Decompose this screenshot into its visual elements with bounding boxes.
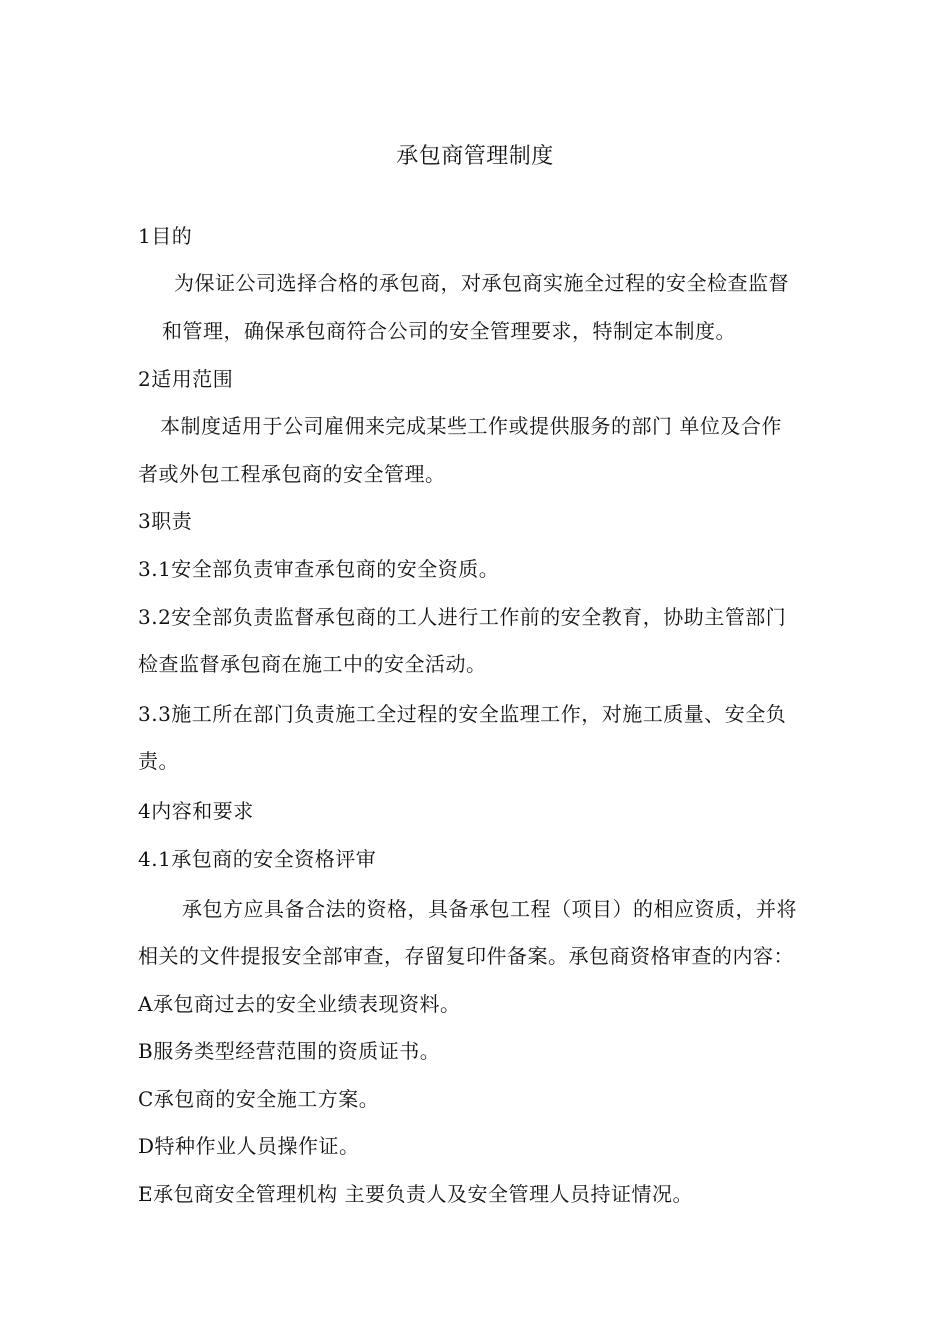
- paragraph-line: 和管理，确保承包商符合公司的安全管理要求，特制定本制度。: [162, 319, 736, 343]
- paragraph-line: 者或外包工程承包商的安全管理。: [138, 462, 446, 486]
- section-heading-3: 3职责: [138, 509, 193, 533]
- list-item-d: D特种作业人员操作证。: [138, 1134, 360, 1158]
- list-item-e: E承包商安全管理机构 主要负责人及安全管理人员持证情况。: [138, 1182, 693, 1206]
- paragraph-line: 责。: [138, 749, 179, 773]
- clause-3-3: 3.3施工所在部门负责施工全过程的安全监理工作，对施工质量、安全负: [138, 702, 787, 726]
- clause-3-2: 3.2安全部负责监督承包商的工人进行工作前的安全教育，协助主管部门: [138, 605, 787, 629]
- paragraph-line: 为保证公司选择合格的承包商，对承包商实施全过程的安全检查监督: [174, 271, 789, 295]
- section-heading-1: 1目的: [138, 224, 193, 248]
- paragraph-line: 承包方应具备合法的资格，具备承包工程（项目）的相应资质，并将: [182, 897, 797, 921]
- clause-4-1: 4.1承包商的安全资格评审: [138, 847, 377, 871]
- paragraph-line: 相关的文件提报安全部审查，存留复印件备案。承包商资格审查的内容：: [138, 944, 794, 968]
- paragraph-line: 本制度适用于公司雇佣来完成某些工作或提供服务的部门 单位及合作: [160, 414, 782, 438]
- list-item-b: B服务类型经营范围的资质证书。: [138, 1039, 441, 1063]
- paragraph-line: 检查监督承包商在施工中的安全活动。: [138, 652, 487, 676]
- document-title: 承包商管理制度: [396, 144, 554, 169]
- section-heading-2: 2适用范围: [138, 367, 234, 391]
- list-item-c: C承包商的安全施工方案。: [138, 1087, 380, 1111]
- section-heading-4: 4内容和要求: [138, 799, 254, 823]
- clause-3-1: 3.1安全部负责审查承包商的安全资质。: [138, 557, 500, 581]
- list-item-a: A承包商过去的安全业绩表现资料。: [138, 992, 461, 1016]
